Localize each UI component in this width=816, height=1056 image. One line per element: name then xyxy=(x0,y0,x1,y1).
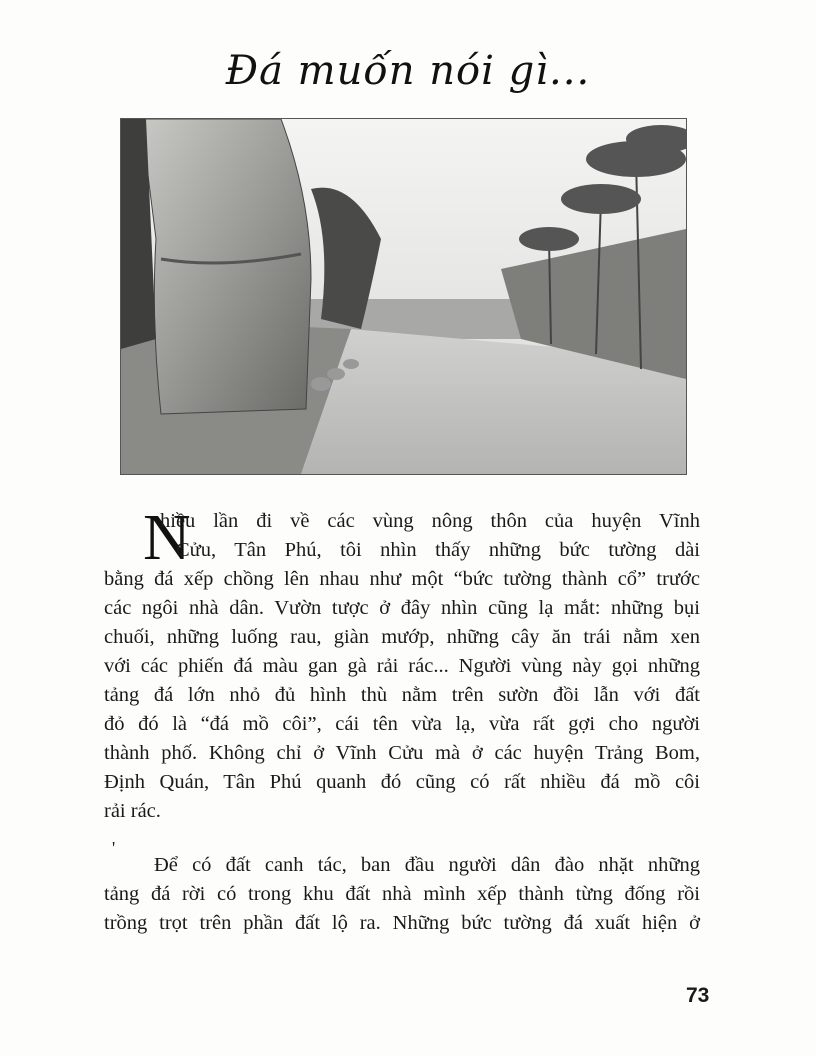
text-line: với các phiến đá màu gan gà rải rác... Người vùng này gọi những xyxy=(104,655,700,677)
text-line: đỏ đó là “đá mồ côi”, cái tên vừa lạ, vừa rất gợi cho người xyxy=(104,713,700,735)
text-line: trồng trọt trên phần đất lộ ra. Những bức tường đá xuất hiện ở xyxy=(104,912,700,934)
text-line: chuối, những luống rau, giàn mướp, những cây ăn trái nằm xen xyxy=(104,626,700,648)
drop-cap: N xyxy=(143,501,191,574)
text-line: tảng đá rời có trong khu đất nhà mình xếp thành từng đống rồi xyxy=(104,883,700,905)
text-line: tảng đá lớn nhỏ đủ hình thù nằm trên sườn đồi lẫn với đất xyxy=(104,684,700,706)
stray-mark: ' xyxy=(112,838,116,858)
text-line: các ngôi nhà dân. Vườn tược ở đây nhìn cũng lạ mắt: những bụi xyxy=(104,597,700,619)
text-line: bằng đá xếp chồng lên nhau như một “bức tường thành cổ” trước xyxy=(104,568,700,590)
text-line: Để có đất canh tác, ban đầu người dân đào nhặt những xyxy=(154,854,700,876)
text-line: thành phố. Không chỉ ở Vĩnh Cửu mà ở các huyện Trảng Bom, xyxy=(104,742,700,764)
text-line: Định Quán, Tân Phú quanh đó cũng có rất nhiều đá mồ côi xyxy=(104,771,700,793)
text-line: hiều lần đi về các vùng nông thôn của huyện Vĩnh xyxy=(160,510,700,532)
text-line: rải rác. xyxy=(104,800,161,822)
page-number: 73 xyxy=(686,984,710,1007)
chapter-title: Đá muốn nói gì... xyxy=(225,48,591,94)
photo-stone-road xyxy=(120,118,687,475)
text-line: Cửu, Tân Phú, tôi nhìn thấy những bức tường dài xyxy=(176,539,700,561)
